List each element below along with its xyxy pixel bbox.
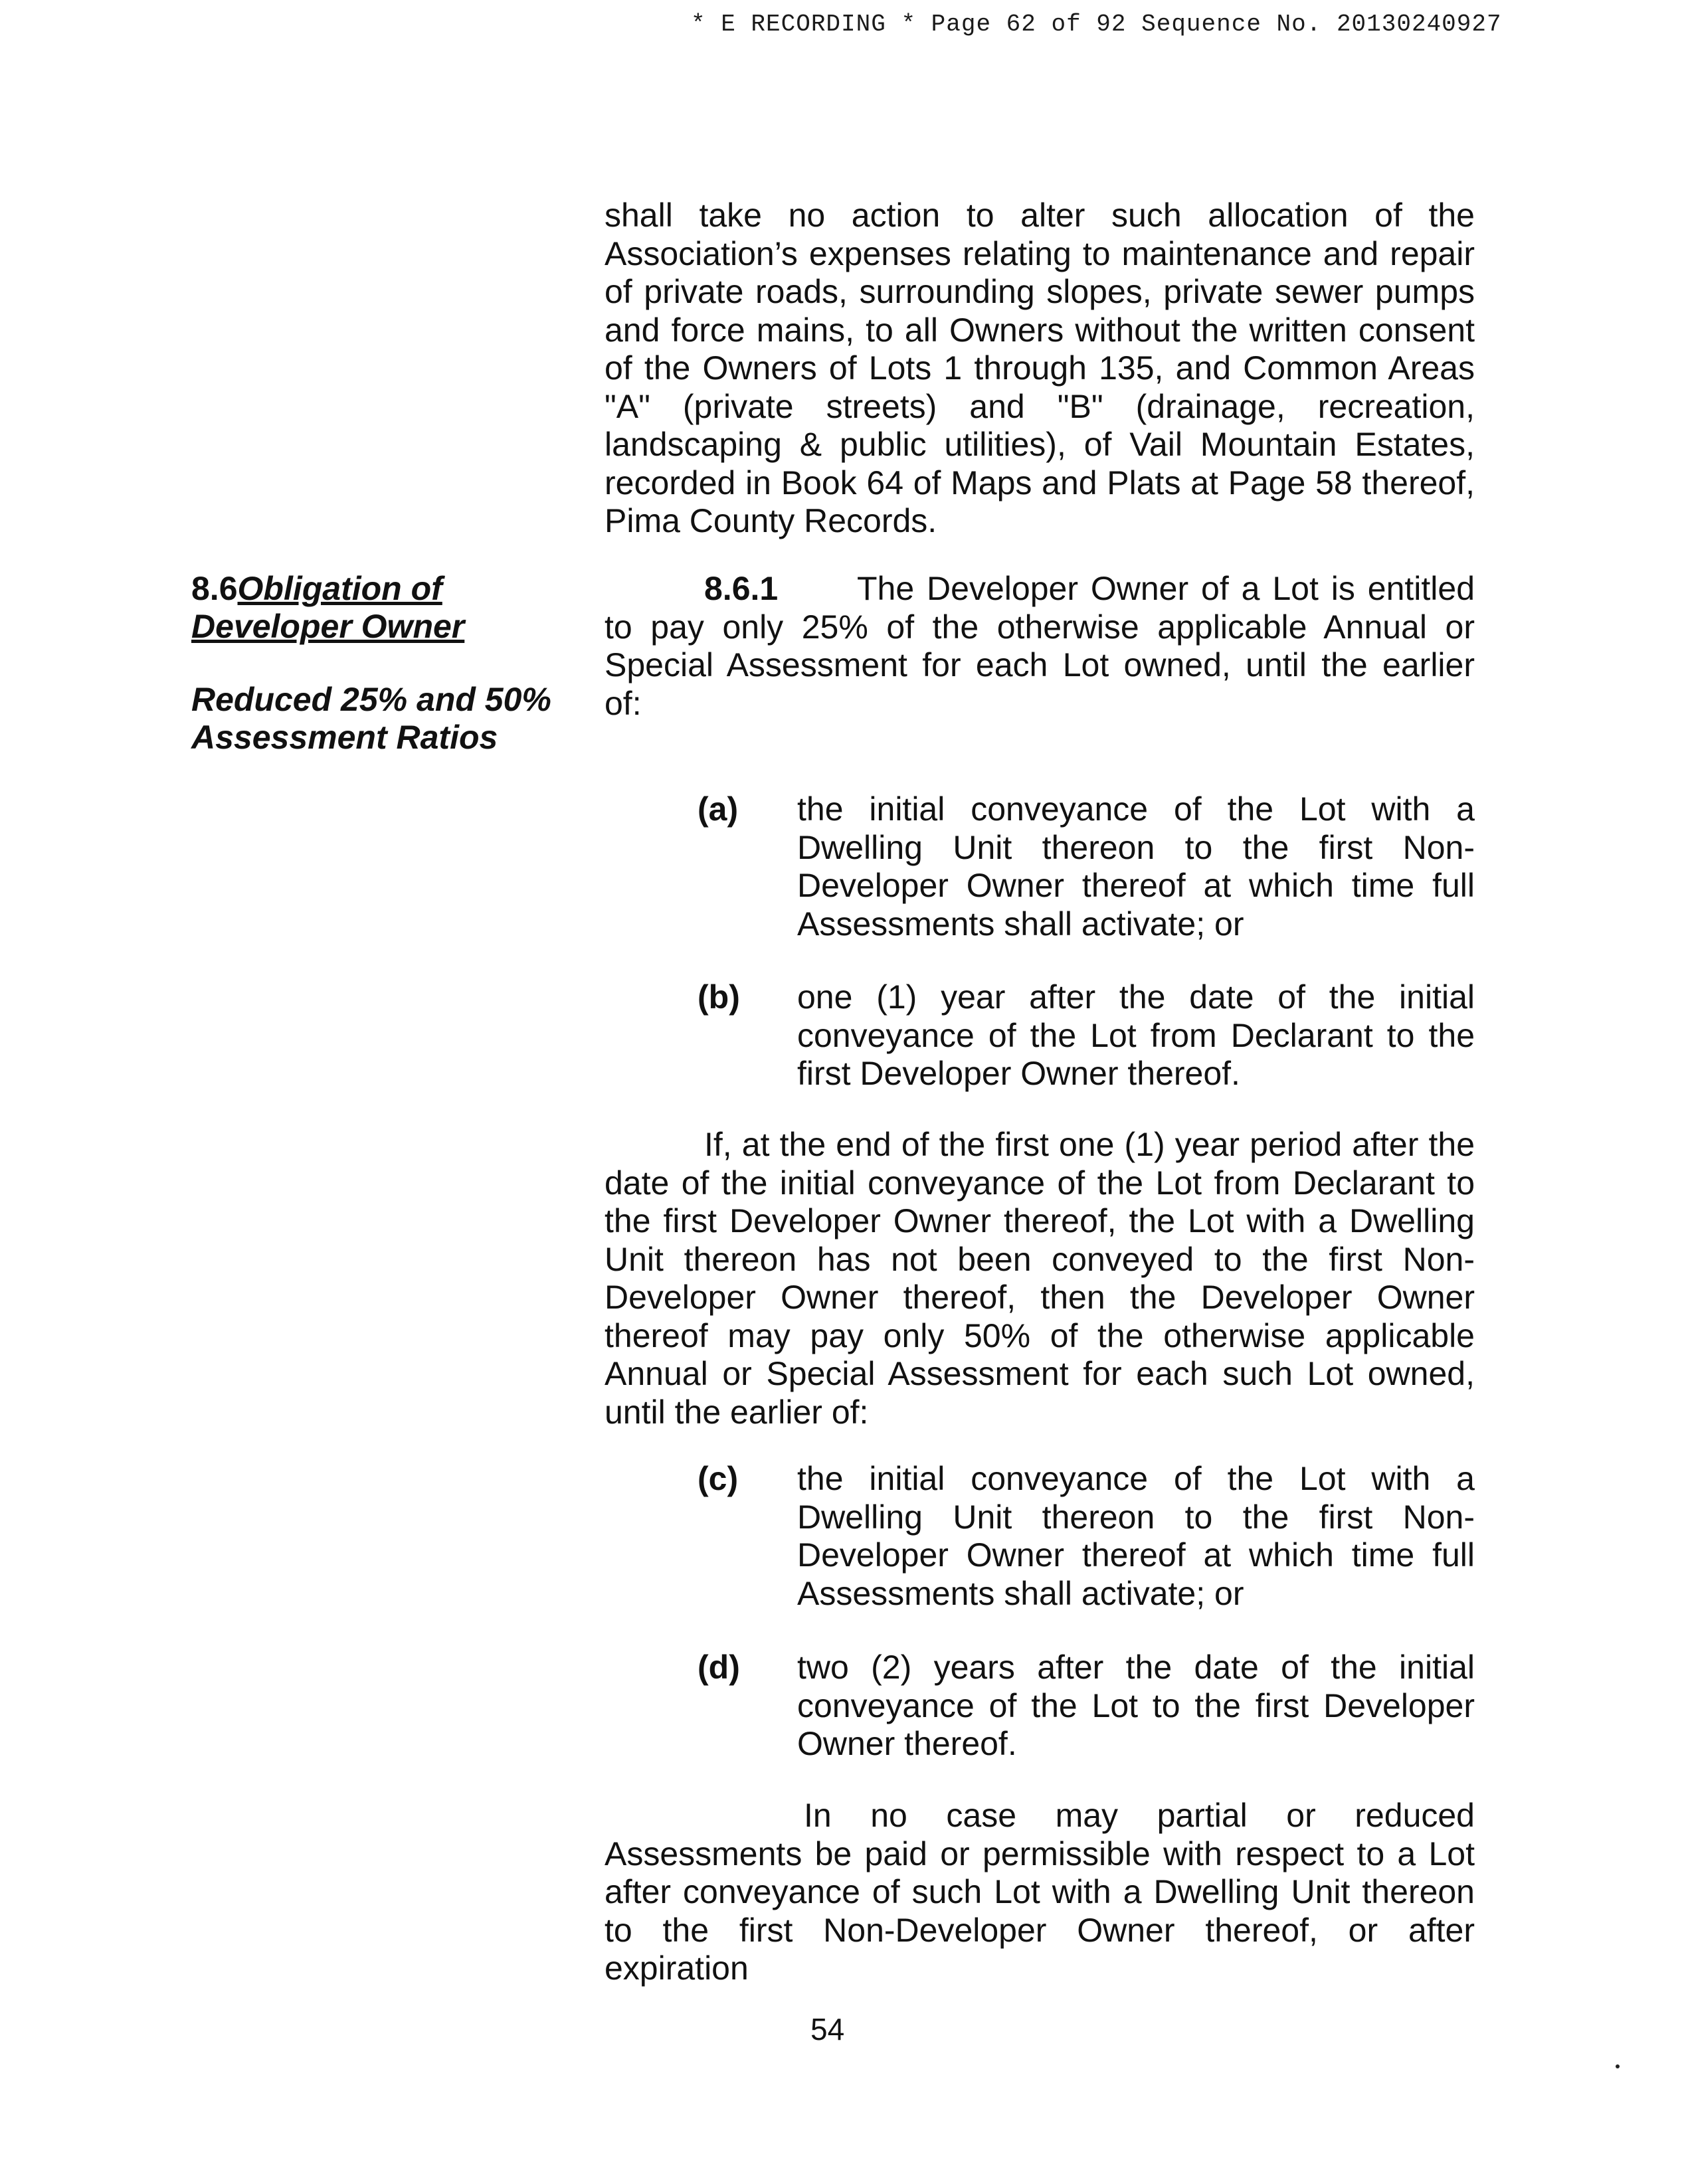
item-text: one (1) year after the date of the initial conveyance of the Lot from Declarant to the first Developer Owner thereof. [797,978,1475,1092]
item-text: two (2) years after the date of the initial conveyance of the Lot to the first Developer Owner thereof. [797,1649,1475,1762]
subsection-text: The Developer Owner of a Lot is entitled to pay only 25% of the otherwise applicable Annual or Special Assessment for each Lot owned, until the earlier of: [605,570,1475,722]
subsection-number: 8.6.1 [704,570,779,607]
final-paragraph [605,1797,1475,1988]
item-label: (b) [698,978,740,1016]
item-label: (d) [698,1649,740,1686]
recording-header: * E RECORDING * Page 62 of 92 Sequence No. 20130240927 [691,11,1502,38]
item-text: the initial conveyance of the Lot with a Dwelling Unit thereon to the first Non-Developer Owner thereof at which time full Assessments shall activate; or [797,1460,1475,1612]
final-paragraph-text: In no case may partial or reduced Assessments be paid or permissible with respect to a Lot after conveyance of such Lot with a Dwelling Unit thereon to the first Non-Developer Owner thereof, or after expiration [605,1797,1475,1987]
middle-paragraph-text: If, at the end of the first one (1) year period after the date of the initial conveyance of the Lot from Declarant to the first Developer Owner thereof, the Lot with a Dwelling Unit thereon has not been conveyed to the first Non-Developer Owner thereof, then the Developer Owner thereof may pay only 50% of the otherwise applicable Annual or Special Assessment for each such Lot owned, until the earlier of: [605,1126,1475,1431]
page-number: 54 [810,2012,845,2047]
item-text: the initial conveyance of the Lot with a Dwelling Unit thereon to the first Non-Developer Owner thereof at which time full Assessments shall activate; or [797,790,1475,943]
subsection-8-6-1 [605,570,1475,723]
section-number: 8.6 [191,570,238,607]
item-label: (c) [698,1460,739,1497]
scan-speck [1616,2064,1620,2068]
section-heading [191,570,563,646]
continuation-paragraph: shall take no action to alter such allocation of the Association’s expenses relating to maintenance and repair of private roads, surrounding slopes, private sewer pumps and force mains, to all Owners without the written consent of the Owners of Lots 1 through 135, and Common Areas "A" (private streets) and "B" (drainage, recreation, landscaping & public utilities), of Vail Mountain Estates, recorded in Book 64 of Maps and Plats at Page 58 thereof, Pima County Records. [605,197,1475,539]
margin-note: Reduced 25% and 50% Assessment Ratios [191,681,551,756]
item-label: (a) [698,790,739,828]
middle-paragraph [605,1126,1475,1431]
section-title: Obligation of Developer Owner [191,570,465,645]
